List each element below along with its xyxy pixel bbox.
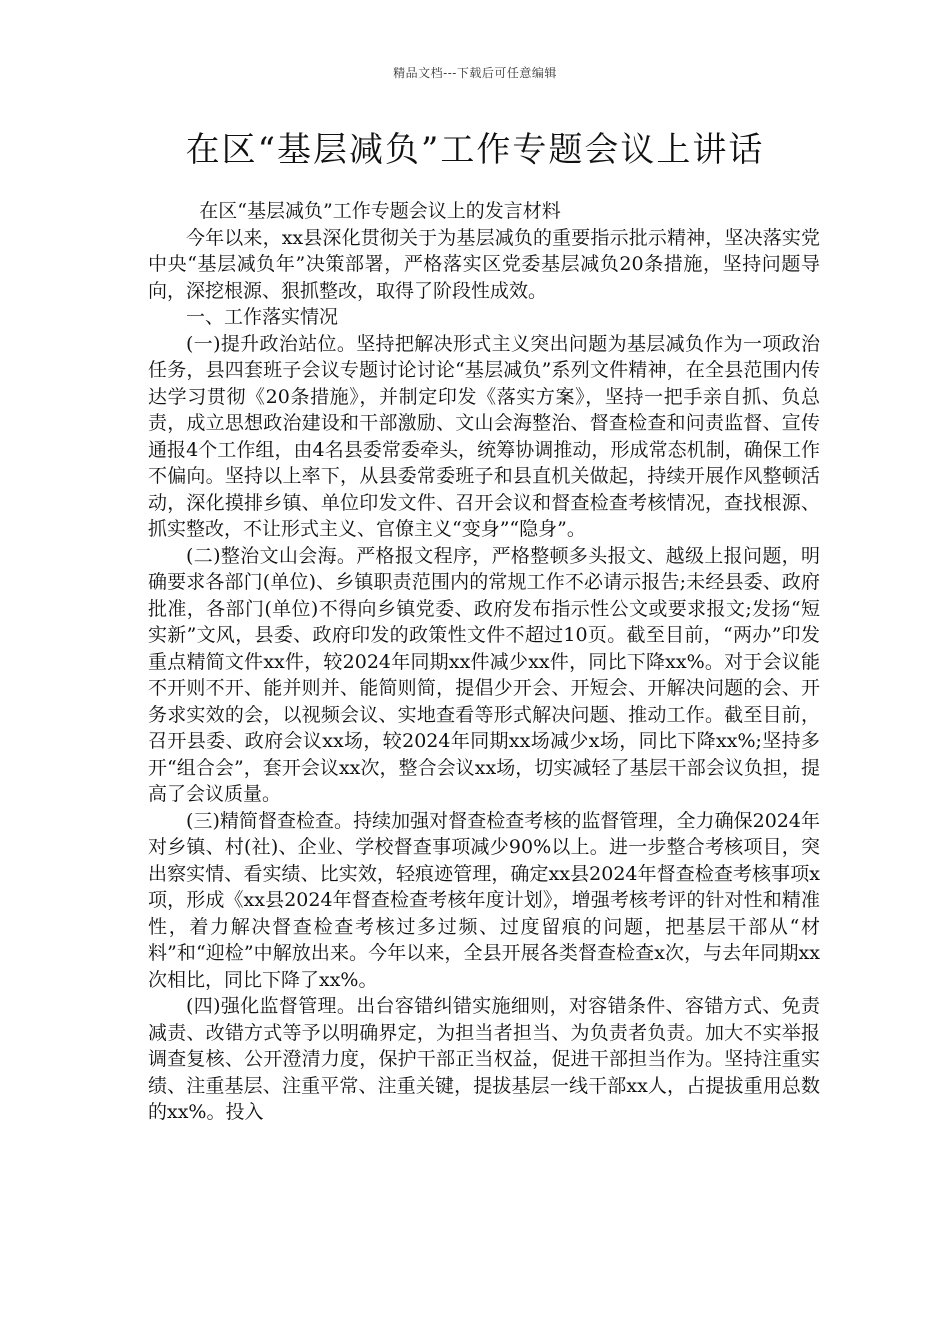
document-body <box>148 198 820 1126</box>
paragraph-supervision: (四)强化监督管理。出台容错纠错实施细则，对容错条件、容错方式、免责减责、改错方式等予以明确界定，为担当者担当、为负责者负责。加大不实举报调查复核、公开澄清力度，保护干部正当权益，促进干部担当作为。坚持注重实绩、注重基层、注重平常、注重关键，提拔基层一线干部xx人，占提拔重用总数的xx%。投入 <box>148 995 820 1123</box>
intro-paragraph: 今年以来，xx县深化贯彻关于为基层减负的重要指示批示精神，坚决落实党中央“基层减负年”决策部署，严格落实区党委基层减负20条措施，坚持问题导向，深挖根源、狠抓整改，取得了阶段性成效。 <box>148 226 820 302</box>
document-subtitle: 在区“基层减负”工作专题会议上的发言材料 <box>199 200 561 222</box>
paragraph-inspections: (三)精简督查检查。持续加强对督查检查考核的监督管理，全力确保2024年对乡镇、村(社)、企业、学校督查事项减少90%以上。进一步整合考核项目，突出察实情、看实绩、比实效，轻痕迹管理，确定xx县2024年督查检查考核事项x项，形成《xx县2024年督查检查考核年度计划》，增强考核考评的针对性和精准性，着力解决督查检查考核过多过频、过度留痕的问题，把基层干部从“材料”和“迎检”中解放出来。今年以来，全县开展各类督查检查x次，与去年同期xx次相比，同比下降了xx%。 <box>148 809 820 991</box>
section-heading: 一、工作落实情况 <box>186 306 339 328</box>
paragraph-meetings-documents: (二)整治文山会海。严格报文程序，严格整顿多头报文、越级上报问题，明确要求各部门(单位)、乡镇职责范围内的常规工作不必请示报告;未经县委、政府批准，各部门(单位)不得向乡镇党委、政府发布指示性公文或要求报文;发扬“短实新”文风，县委、政府印发的政策性文件不超过10页。截至目前，“两办”印发重点精简文件xx件，较2024年同期xx件减少xx件，同比下降xx%。对于会议能不开则不开、能并则并、能简则简，提倡少开会、开短会、开解决问题的会、开务求实效的会，以视频会议、实地查看等形式解决问题、推动工作。截至目前，召开县委、政府会议xx场，较2024年同期xx场减少x场，同比下降xx%;坚持多开“组合会”，套开会议xx次，整合会议xx场，切实减轻了基层干部会议负担，提高了会议质量。 <box>148 544 820 805</box>
header-note: 精品文档---下载后可任意编辑 <box>393 66 557 80</box>
document-title: 在区“基层减负”工作专题会议上讲话 <box>185 130 765 170</box>
paragraph-political-stance: (一)提升政治站位。坚持把解决形式主义突出问题为基层减负作为一项政治任务，县四套班子会议专题讨论讨论“基层减负”系列文件精神，在全县范围内传达学习贯彻《20条措施》，并制定印发《落实方案》，坚持一把手亲自抓、负总责，成立思想政治建设和干部激励、文山会海整治、督查检查和问责监督、宣传通报4个工作组，由4名县委常委牵头，统筹协调推动，形成常态机制，确保工作不偏向。坚持以上率下，从县委常委班子和县直机关做起，持续开展作风整顿活动，深化摸排乡镇、单位印发文件、召开会议和督查检查考核情况，查找根源、抓实整改，不让形式主义、官僚主义“变身”“隐身”。 <box>148 332 820 540</box>
